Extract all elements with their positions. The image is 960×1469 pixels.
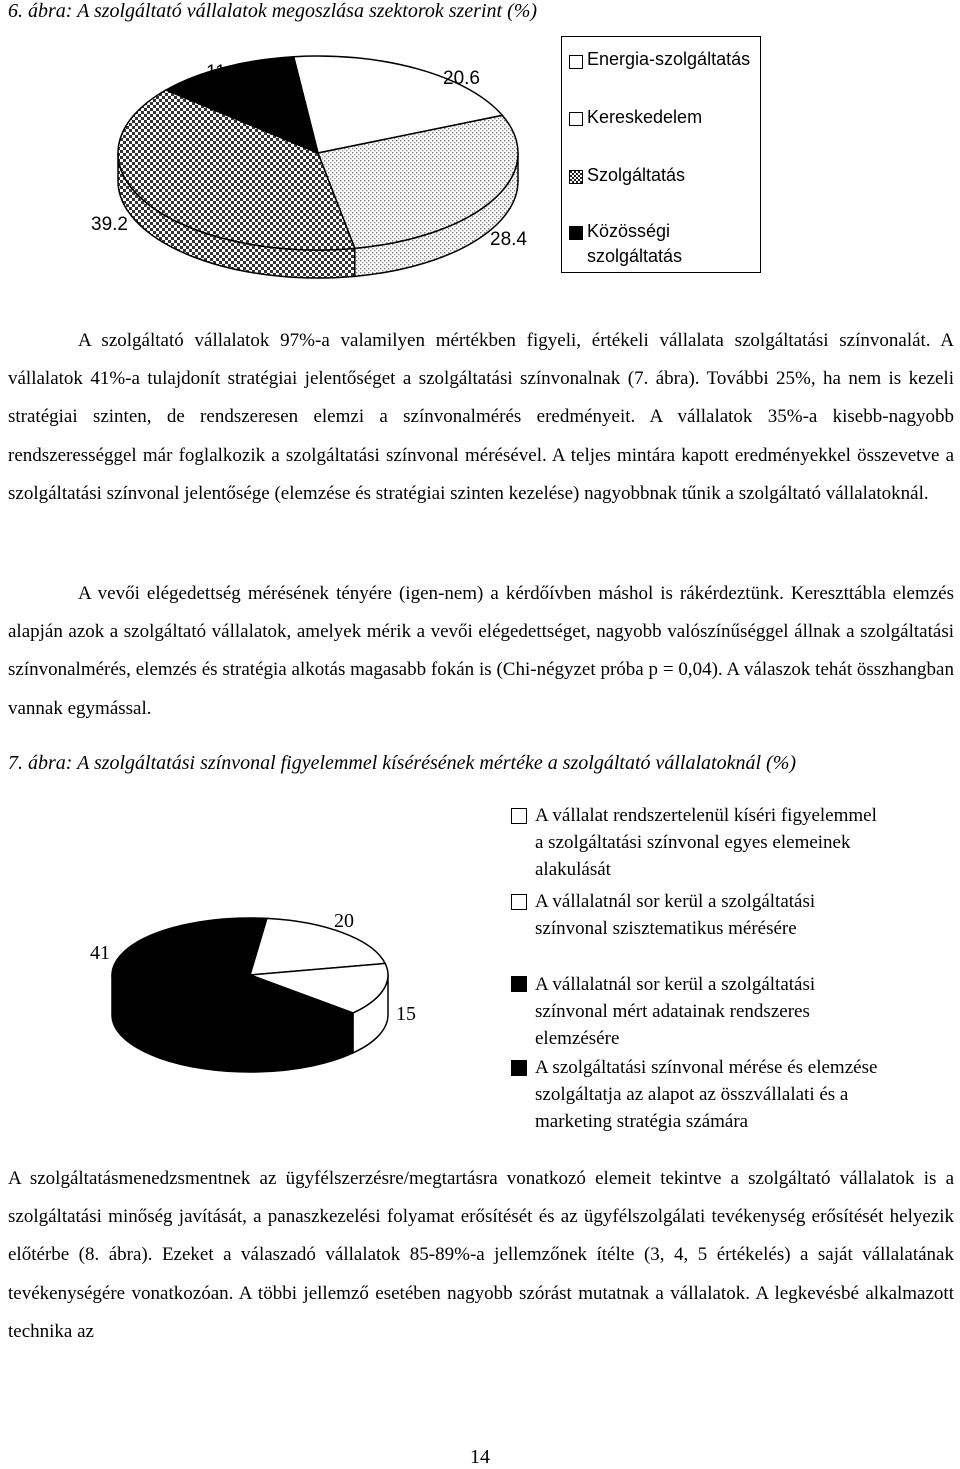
legend7-swatch-white-icon [511, 808, 527, 824]
legend7-item-1-line: alakulását [535, 859, 611, 880]
legend7-item-2-line: A vállalatnál sor kerül a szolgáltatási [535, 891, 816, 912]
pie6-label-kozossegi: 11.8 [206, 62, 242, 83]
legend7-item-3 [535, 971, 815, 1052]
pie6-label-szolgaltatas: 39.2 [91, 214, 128, 235]
figure-7-caption: 7. ábra: A szolgáltatási színvonal figyelemmel kísérésének mértéke a szolgáltató vállalatoknál (%) [8, 752, 797, 774]
legend7-swatch-white-icon [511, 894, 527, 910]
legend7-swatch-black-icon [511, 976, 527, 992]
paragraph-2: A vevői elégedettség mérésének tényére (igen-nem) a kérdőívben máshol is rákérdeztünk. Kereszttábla elemzés alapján azok a szolgáltató vállalatok, amelyek mérik a vevői elégedettséget, nagyobb valószínűséggel állnak a szolgáltatási színvonalmérés, elemzés és stratégia alkotás magasabb fokán is (Chi-négyzet próba p = 0,04). A válaszok tehát összhangban vannak egymással. [8, 583, 954, 719]
legend7-swatch-black-icon [511, 1060, 527, 1076]
figure-7-pie-chart [0, 780, 490, 1120]
pie6-label-energia: 20.6 [443, 68, 480, 89]
legend7-item-3-line: elemzésére [535, 1028, 620, 1049]
pie7-label-15: 15 [396, 1003, 416, 1025]
page-number: 14 [470, 1446, 490, 1468]
legend7-item-2 [535, 888, 815, 942]
legend7-item-1-line: a szolgáltatási színvonal egyes elemeinek [535, 832, 851, 853]
legend-item-kozossegi: Közösségi szolgáltatás [587, 221, 683, 266]
legend-item-kereskedelem: Kereskedelem [587, 107, 703, 127]
paragraph-3: A szolgáltatásmenedzsmentnek az ügyfélszerzésre/megtartásra vonatkozó elemeit tekintve a szolgáltató vállalatok is a szolgáltatási minőség javítását, a panaszkezelési folyamat erősítését és az ügyfélszolgálati tevékenység erősítését helyezik előtérbe (8. ábra). Ezeket a válaszadó vállalatok 85-89%-a jellemzőnek ítélte (3, 4, 5 értékelés) a saját vállalatának tevékenységére vonatkozóan. A többi jellemző esetében nagyobb szórást mutatnak a vállalatok. A legkevésbé alkalmazott technika az [8, 1168, 954, 1342]
legend7-item-4-line: A szolgáltatási színvonal mérése és elemzése [535, 1057, 878, 1078]
paragraph-1: A szolgáltató vállalatok 97%-a valamilyen mértékben figyeli, értékeli vállalata szolgáltatási színvonalát. A vállalatok 41%-a tulajdonít stratégiai jelentőséget a szolgáltatási színvonalnak (7. ábra). További 25%, ha nem is kezeli stratégiai szinten, de rendszeresen elemzi a színvonalmérés eredményeit. A vállalatok 35%-a kisebb-nagyobb rendszerességgel már foglalkozik a szolgáltatási színvonal mérésével. A teljes mintára kapott eredményekkel összevetve a szolgáltatási színvonal jelentősége (elemzése és stratégiai szinten kezelése) nagyobbnak tűnik a szolgáltató vállalatoknál. [8, 330, 954, 504]
legend-swatch-black-icon [569, 226, 583, 240]
legend7-item-4 [535, 1054, 877, 1135]
figure-6-pie-chart [0, 0, 560, 300]
legend-swatch-checkered-icon [569, 170, 583, 184]
legend-swatch-white-icon [569, 55, 583, 69]
pie7-label-25: 25 [277, 1052, 297, 1074]
pie6-label-kereskedelem: 28.4 [490, 229, 527, 250]
figure-6-caption: 6. ábra: A szolgáltató vállalatok megoszlása szektorok szerint (%) [8, 0, 538, 22]
legend7-item-1 [535, 802, 877, 883]
pie7-label-20: 20 [334, 910, 354, 932]
legend7-item-4-line: marketing stratégia számára [535, 1111, 749, 1132]
legend-item-szolgaltatas: Szolgáltatás [587, 165, 686, 185]
legend7-item-2-line: színvonal szisztematikus mérésére [535, 918, 797, 939]
legend-item-energia: Energia-szolgáltatás [587, 49, 751, 69]
legend-swatch-white-icon [569, 112, 583, 126]
legend7-item-4-line: szolgáltatja az alapot az összvállalati és a [535, 1084, 849, 1105]
legend7-item-3-line: A vállalatnál sor kerül a szolgáltatási [535, 974, 816, 995]
legend7-item-3-line: színvonal mért adatainak rendszeres [535, 1001, 810, 1022]
figure-6-legend [561, 36, 761, 273]
pie7-label-41: 41 [90, 942, 110, 964]
legend7-item-1-line: A vállalat rendszertelenül kíséri figyelemmel [535, 805, 877, 826]
